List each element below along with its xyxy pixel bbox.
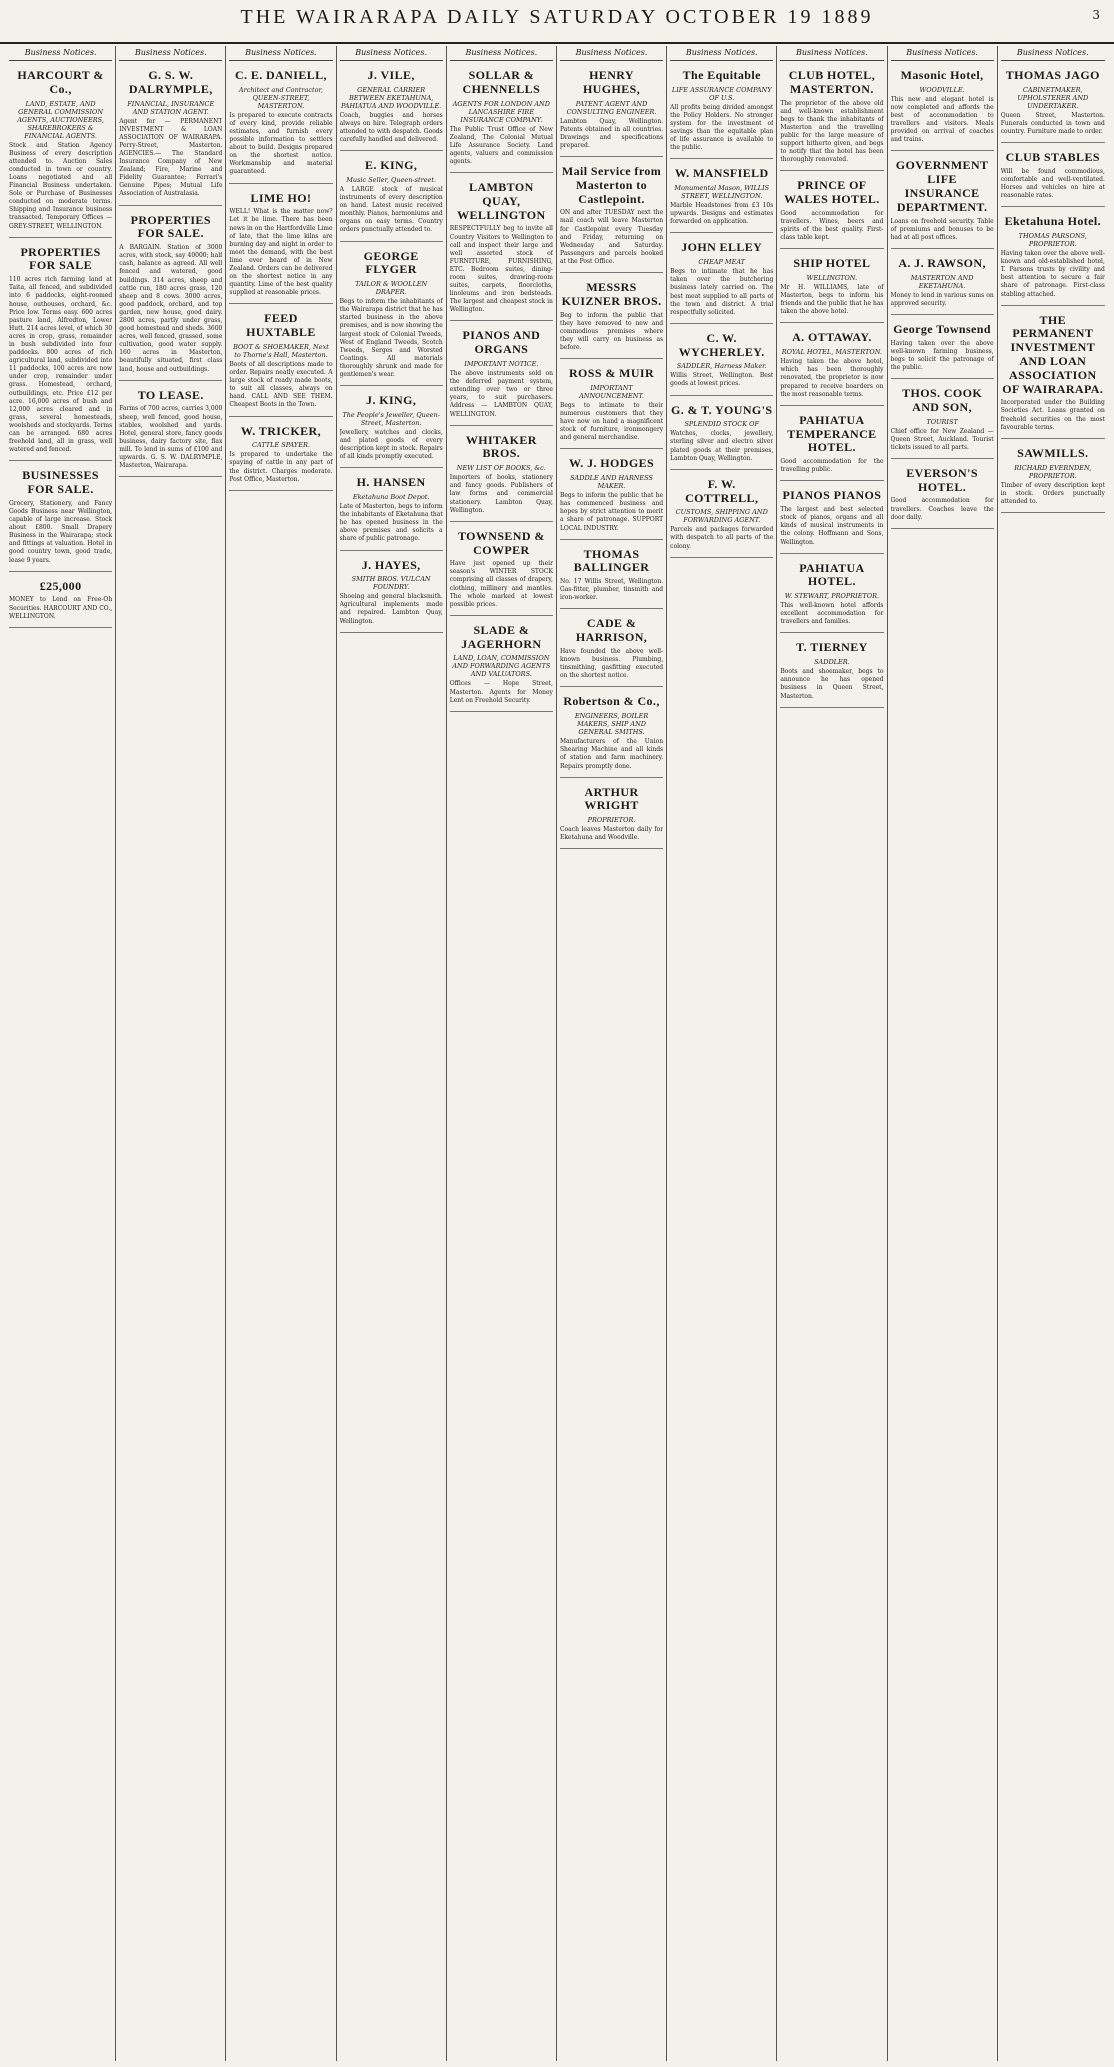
advertisement xyxy=(450,526,553,616)
ad-body: The proprietor of the above old and well-known establishment begs to thank the inhabitants of Masterton and the travelling public for the large measure of support hitherto given, and begs to notify that the hotel has been thoroughly renovated. xyxy=(780,99,884,164)
advertisement xyxy=(670,237,773,323)
advertisement xyxy=(891,253,994,315)
advertisement xyxy=(780,637,883,707)
ad-subtitle: RICHARD EVERNDEN, PROPRIETOR. xyxy=(1014,463,1092,480)
ad-subtitle: PATENT AGENT AND CONSULTING ENGINEER. xyxy=(566,99,657,116)
advertisement xyxy=(560,691,663,777)
ad-title: THOMAS BALLINGER xyxy=(573,546,650,575)
newspaper-title: THE WAIRARAPA DAILY SATURDAY OCTOBER 19 1889 xyxy=(240,6,874,28)
ad-body: Begs to inform the public that he has commenced business and hopes by strict attention to merit a share of patronage. SUPPORT LOCAL INDUSTRY. xyxy=(559,492,664,532)
ad-subtitle: PROPRIETOR. xyxy=(587,816,636,825)
advertisement xyxy=(340,155,443,241)
ad-title: G. & T. YOUNG'S xyxy=(670,402,773,417)
advertisement xyxy=(9,576,112,628)
ad-title: THOS. COOK AND SON, xyxy=(902,385,983,414)
ad-subtitle: ROYAL HOTEL, MASTERTON. xyxy=(781,348,883,357)
column-header: Business Notices. xyxy=(229,46,332,61)
ad-body: Stock and Station Agency Business of every description attended to. Auction Sales conducted in town or country. Loans negotiated and all Financial Business undertaken. Sole or Purchase of Businesses conducted on moderate terms. Shipping and Insurance business transacted. Temporary Offices — GREY-STREET, WELLINGTON. xyxy=(9,141,113,230)
ad-body: The Public Trust Office of New Zealand, The Colonial Mutual Life Assurance Society. Land agents, valuers and commission agents. xyxy=(449,125,553,165)
column-header: Business Notices. xyxy=(670,46,773,61)
advertisement xyxy=(780,65,883,171)
ad-title: SLADE & JAGERHORN xyxy=(461,622,542,651)
newspaper-page xyxy=(6,46,1108,2061)
ad-body: Offices — Hope Street, Masterton. Agents for Money Lent on Freehold Security. xyxy=(449,680,553,704)
advertisement xyxy=(229,308,332,416)
ad-subtitle: Music Seller, Queen-street. xyxy=(346,175,437,184)
ad-subtitle: THOMAS PARSONS, PROPRIETOR. xyxy=(1018,232,1087,249)
ad-title: ROSS & MUIR xyxy=(568,366,655,381)
advertisement xyxy=(1001,443,1105,513)
ad-body: Queen Street, Masterton. Funerals conducted in town and country. Furniture made to order. xyxy=(1000,111,1105,135)
ad-subtitle: LAND, ESTATE, AND GENERAL COMMISSION AGENTS, AUCTIONEERS, SHAREBROKERS & FINANCIAL AGENTS. xyxy=(17,99,104,140)
ad-body: Incorporated under the Building Societies Act. Loans granted on freehold securities on the most favourable terms. xyxy=(1000,399,1105,431)
ad-title: J. KING, xyxy=(366,393,417,408)
advertisement xyxy=(340,390,443,468)
ad-title: JOHN ELLEY xyxy=(681,240,763,255)
ad-title: SAWMILLS. xyxy=(1017,445,1089,460)
ad-body: A BARGAIN. Station of 3000 acres, with stock, say 40000; half cash, balance as agreed. All well fenced and watered, good buildings. 314 acres, sheep and cattle run, 180 acres grass, 120 sheep and 8 cows. 3000 acres, good paddock, orchard, and top garden, new house, good dairy. 2800 acres, partly under grass, good homestead and sheds. 3600 acres, well fenced, grassed, some cultivation, good water supply. 160 acres in Masterton, beautifully situated, first class land, house and outbuildings. xyxy=(119,244,223,373)
ad-body: Good accommodation for travellers. Coaches leave the door daily. xyxy=(890,497,994,521)
ad-title: T. TIERNEY xyxy=(796,640,868,655)
column-header: Business Notices. xyxy=(450,46,553,61)
ad-subtitle: CUSTOMS, SHIPPING AND FORWARDING AGENT. xyxy=(675,508,768,525)
ad-body: Mr H. WILLIAMS, late of Masterton, begs to inform his friends and the public that he has taken the above hotel. xyxy=(780,284,884,316)
ad-title: LIME HO! xyxy=(250,190,312,205)
ad-body: This new and elegant hotel is now completed and affords the best of accommodation to travellers and visitors. Meals provided on arrival of coaches and trains. xyxy=(890,95,994,144)
column-7 xyxy=(667,46,777,2061)
advertisement xyxy=(560,161,663,273)
column-4 xyxy=(337,46,447,2061)
column-header: Business Notices. xyxy=(9,46,112,61)
advertisement xyxy=(891,155,994,248)
ad-subtitle: CABINETMAKER, UPHOLSTERER AND UNDERTAKER. xyxy=(1017,85,1089,110)
ad-body: Boots and shoemaker, begs to announce he has opened business in Queen Street, Masterton. xyxy=(780,668,884,700)
advertisement xyxy=(560,613,663,687)
ad-body: Lambton Quay, Wellington. Patents obtained in all countries. Drawings and specifications prepared. xyxy=(559,117,664,149)
advertisement xyxy=(670,163,773,233)
ad-body: Importers of books, stationery and fancy goods. Publishers of law forms and commercial stationery. Lambton Quay, Wellington. xyxy=(449,474,553,514)
ad-subtitle: IMPORTANT NOTICE. xyxy=(464,360,539,369)
column-9 xyxy=(888,46,998,2061)
ad-body: Shoeing and general blacksmith. Agricultural implements made and repaired. Lambton Quay, Wellington. xyxy=(339,593,443,625)
advertisement xyxy=(9,65,112,238)
column-header: Business Notices. xyxy=(119,46,222,61)
ad-title: A. J. RAWSON, xyxy=(898,255,986,270)
column-3 xyxy=(226,46,336,2061)
ad-title: FEED HUXTABLE xyxy=(246,311,316,340)
advertisement xyxy=(560,65,663,157)
ad-body: Good accommodation for the travelling public. xyxy=(780,458,884,474)
ad-body: Begs to intimate that he has taken over the butchering business lately carried on. The best meat supplied to all parts of the town and district. A trial respectfully solicited. xyxy=(670,268,774,316)
advertisement xyxy=(340,472,443,550)
ad-subtitle: TAILOR & WOOLLEN DRAPER. xyxy=(355,280,428,297)
advertisement xyxy=(9,465,112,571)
advertisement xyxy=(560,782,663,850)
ad-title: W. TRICKER, xyxy=(240,423,322,438)
ad-title: BUSINESSES FOR SALE. xyxy=(22,468,99,497)
ad-subtitle: WOODVILLE. xyxy=(919,85,965,94)
ad-title: The Equitable xyxy=(682,68,761,82)
column-header: Business Notices. xyxy=(891,46,994,61)
column-6 xyxy=(557,46,667,2061)
ad-body: RESPECTFULLY beg to invite all Country Visitors to Wellington to call and inspect their large and well assorted stock of FURNITURE, FURNISHING, ETC. Bedroom suites, dining-room suites, drawing-room suites, carpets, floorcloths, linoleums and iron bedsteads. The largest and cheapest stock in Wellington. xyxy=(449,225,553,314)
advertisement xyxy=(119,385,222,478)
ad-title: SOLLAR & CHENNELLS xyxy=(462,68,541,96)
ad-title: C. W. WYCHERLEY. xyxy=(678,330,765,359)
ad-title: A. OTTAWAY. xyxy=(792,330,872,345)
ad-title: PIANOS PIANOS xyxy=(782,488,882,503)
ad-subtitle: FINANCIAL, INSURANCE AND STATION AGENT. xyxy=(127,99,215,116)
ad-subtitle: SADDLER. xyxy=(814,658,850,667)
ad-body: Watches, clocks, jewellery, sterling silver and electro silver plated goods at their premises, Lambton Quay, Wellington. xyxy=(670,430,774,462)
ad-title: PAHIATUA TEMPERANCE HOTEL. xyxy=(787,412,877,455)
advertisement xyxy=(340,555,443,633)
ad-subtitle: ENGINEERS, BOILER MAKERS, SHIP AND GENERAL SMITHS. xyxy=(574,712,649,737)
ad-body: All profits being divided amongst the Policy Holders. No stronger system for the investment of savings than the equitable plan of life assurance is available to the public. xyxy=(670,103,774,152)
ad-body: Beg to inform the public that they have removed to new and commodious premises where they will carry on business as before. xyxy=(559,311,664,351)
ad-body: Loans on freehold security. Table of premiums and bonuses to be had at all post offices. xyxy=(890,217,994,241)
ad-body: Late of Masterton, begs to inform the inhabitants of Eketahuna that he has opened business in the above premises and solicits a share of public patronage. xyxy=(339,503,443,543)
ad-body: Have founded the above well-known business. Plumbing, tinsmithing, gasfitting executed on the shortest notice. xyxy=(559,648,664,680)
ad-title: THOMAS JAGO xyxy=(1005,68,1100,82)
ad-body: The largest and best selected stock of pianos, organs and all kinds of musical instruments in the colony. Hoffmann and Sons, Wellington. xyxy=(780,506,884,546)
ad-title: EVERSON'S HOTEL. xyxy=(906,465,978,494)
ad-subtitle: CATTLE SPAYER. xyxy=(252,441,310,450)
ad-title: C. E. DANIELL, xyxy=(234,68,327,82)
column-5 xyxy=(447,46,557,2061)
advertisement xyxy=(119,65,222,206)
ad-title: E. KING, xyxy=(365,158,418,173)
ad-body: Farms of 700 acres, carries 3,000 sheep, well fenced, good house, stables, woolshed and yards. Hotel, general store, fancy goods business, dairy factory site, flax mill. To lend in sums of £100 and upwards. G. S. W. DALRYMPLE, Masterton, Wairarapa. xyxy=(119,405,223,470)
ad-body: Timber of every description kept in stock. Orders punctually attended to. xyxy=(1000,481,1105,505)
advertisement xyxy=(780,327,883,405)
ad-title: ARTHUR WRIGHT xyxy=(584,784,639,813)
advertisement xyxy=(780,253,883,323)
column-8 xyxy=(777,46,887,2061)
ad-subtitle: LAND, LOAN, COMMISSION AND FORWARDING AGENTS AND VALUATORS. xyxy=(452,654,551,679)
ad-title: HENRY HUGHES, xyxy=(582,68,641,96)
column-header: Business Notices. xyxy=(340,46,443,61)
ad-title: George Townsend xyxy=(893,321,991,336)
advertisement xyxy=(891,65,994,151)
ad-subtitle: SMITH BROS. VULCAN FOUNDRY. xyxy=(351,575,431,592)
ad-body: Have just opened up their season's WINTER STOCK comprising all classes of drapery, clothing, millinery and mantles. The whole marked at lowest possible prices. xyxy=(449,560,553,608)
advertisement xyxy=(891,319,994,379)
advertisement xyxy=(450,620,553,712)
ad-title: J. HAYES, xyxy=(361,557,421,572)
advertisement xyxy=(229,65,332,184)
ad-body: WELL! What is the matter now? Let it be lime. There has been news in on the Hartfordville Lime of late, that the lime kilns are burning day and night in order to meet the demand, with the best lime ever heard of in New Zealand. Orders can be delivered on the shortest notice in any quantity. Lime of the best quality supplied at reasonable prices. xyxy=(229,208,333,297)
ad-title: CLUB STABLES xyxy=(1005,150,1100,165)
advertisement xyxy=(1001,211,1105,305)
ad-title: PAHIATUA HOTEL. xyxy=(799,560,865,589)
ad-title: PIANOS AND ORGANS xyxy=(462,328,541,357)
column-header: Business Notices. xyxy=(780,46,883,61)
ad-body: Boots of all descriptions made to order. Repairs neatly executed. A large stock of ready made boots, to suit all classes, always on hand. CALL AND SEE THEM. Cheapest Boots in the Town. xyxy=(229,360,333,409)
ad-subtitle: Architect and Contractor, QUEEN-STREET, MASTERTON. xyxy=(238,85,323,110)
ad-title: LAMBTON QUAY, WELLINGTON xyxy=(457,180,546,222)
ad-title: PROPERTIES FOR SALE. xyxy=(130,212,211,241)
advertisement xyxy=(780,175,883,249)
ad-subtitle: Monumental Mason, WILLIS STREET, WELLINGTON. xyxy=(674,184,770,201)
ad-title: GOVERNMENT LIFE INSURANCE DEPARTMENT. xyxy=(895,158,989,214)
ad-body: Is prepared to execute contracts of every kind, provide reliable estimates, and furnish every possible information to settlers about to build. Designs prepared on the shortest notice. Workmanship and material guaranteed. xyxy=(229,111,333,176)
ad-body: Begs to inform the inhabitants of the Wairarapa district that he has started business in the above premises, and is now showing the largest stock of Colonial Tweeds, West of England Tweeds, Scotch Tweeds, Serges and Worsted Coatings. All materials thoroughly shrunk and made for gentlemen's wear. xyxy=(339,298,443,378)
advertisement xyxy=(780,558,883,634)
ad-subtitle: IMPORTANT ANNOUNCEMENT. xyxy=(579,383,644,400)
ad-title: H. HANSEN xyxy=(356,475,426,490)
masthead xyxy=(0,0,1114,44)
advertisement xyxy=(1001,65,1105,143)
ad-subtitle: SPLENDID STOCK OF xyxy=(684,420,759,429)
ad-title: Masonic Hotel, xyxy=(900,68,984,82)
column-10 xyxy=(998,46,1108,2061)
ad-title: Eketahuna Hotel. xyxy=(1004,214,1101,229)
ad-body: Good accommodation for travellers. Wines, beers and spirits of the best quality. First-class table kept. xyxy=(780,209,884,242)
ad-body: Is prepared to undertake the spaying of cattle in any part of the district. Charges moderate. Post Office, Masterton. xyxy=(229,451,333,483)
advertisement xyxy=(670,65,773,159)
ad-body: Having taken the above hotel, which has been thoroughly renovated, the proprietor is now prepared to receive boarders on the most reasonable terms. xyxy=(780,358,884,398)
advertisement xyxy=(1001,310,1105,439)
advertisement xyxy=(340,246,443,387)
ad-body: Having taken over the above well-known farming business, begs to solicit the patronage of the public. xyxy=(890,339,994,371)
ad-subtitle: GENERAL CARRIER BETWEEN EKETAHUNA, PAHIATUA AND WOODVILLE. xyxy=(341,85,442,110)
ad-body: No. 17 Willis Street, Wellington. Gas-fitter, plumber, tinsmith and iron-worker. xyxy=(559,578,664,602)
ad-subtitle: WELLINGTON. xyxy=(806,274,858,283)
ad-title: SHIP HOTEL xyxy=(793,256,871,271)
advertisement xyxy=(891,383,994,459)
advertisement xyxy=(891,463,994,529)
ad-title: F. W. COTTRELL, xyxy=(685,476,759,505)
ad-title: WHITAKER BROS. xyxy=(465,432,537,461)
ad-title: Mail Service from Masterton to Castlepoint. xyxy=(561,163,662,206)
advertisement xyxy=(229,421,332,491)
ad-title: HARCOURT & Co., xyxy=(17,68,104,96)
column-1 xyxy=(6,46,116,2061)
advertisement xyxy=(9,242,112,462)
advertisement xyxy=(340,65,443,151)
advertisement xyxy=(670,400,773,470)
ad-body: Having taken over the above well-known and old-established hotel, T. Parsons trusts by civility and best attention to secure a fair share of patronage. First-class stabling attached. xyxy=(1000,250,1105,298)
column-header: Business Notices. xyxy=(1001,46,1105,61)
ad-title: PROPERTIES FOR SALE xyxy=(20,244,101,273)
ad-body: Coach, buggies and horses always on hire. Telegraph orders attended to with despatch. Goods carefully handled and delivered. xyxy=(339,111,443,144)
ad-body: MONEY to Lend on Free-Oh Securities. HARCOURT AND CO., WELLINGTON. xyxy=(9,596,113,620)
ad-subtitle: MASTERTON AND EKETAHUNA. xyxy=(910,273,974,290)
ad-body: A LARGE stock of musical instruments of every description on hand. Latest music received monthly. Pianos, harmoniums and organs on easy terms. Country orders punctually attended to. xyxy=(339,185,443,234)
advertisement xyxy=(450,325,553,425)
ad-body: The above instruments sold on the deferred payment system, extending over two or three years, to suit purchasers. Address — LAMBTON QUAY, WELLINGTON. xyxy=(449,370,553,418)
ad-body: Willis Street, Wellington. Best goods at lowest prices. xyxy=(670,372,774,388)
advertisement xyxy=(560,277,663,359)
advertisement xyxy=(450,65,553,173)
ad-subtitle: SADDLER, Harness Maker. xyxy=(676,362,767,371)
ad-title: £25,000 xyxy=(39,578,82,593)
advertisement xyxy=(450,177,553,321)
advertisement xyxy=(670,328,773,396)
advertisement xyxy=(780,410,883,482)
ad-subtitle: W. STEWART, PROPRIETOR. xyxy=(784,592,880,601)
advertisement xyxy=(780,485,883,553)
column-2 xyxy=(116,46,226,2061)
advertisement xyxy=(670,474,773,558)
ad-title: GEORGE FLYGER xyxy=(363,248,419,277)
ad-title: PRINCE OF WALES HOTEL. xyxy=(784,178,880,207)
ad-title: TO LEASE. xyxy=(137,387,204,402)
ad-body: Money to lend in various sums on approved security. xyxy=(890,291,994,307)
ad-body: This well-known hotel affords excellent accommodation for travellers and families. xyxy=(780,602,884,626)
ad-title: W. MANSFIELD xyxy=(674,166,769,181)
ad-subtitle: LIFE ASSURANCE COMPANY OF U.S. xyxy=(671,85,772,102)
ad-subtitle: SADDLE AND HARNESS MAKER. xyxy=(570,474,653,491)
ad-title: G. S. W. DALRYMPLE, xyxy=(128,68,213,96)
advertisement xyxy=(560,544,663,610)
ad-subtitle: TOURIST xyxy=(926,417,958,426)
advertisement xyxy=(560,363,663,449)
ad-title: Robertson & Co., xyxy=(563,694,660,709)
advertisement xyxy=(119,210,222,381)
ad-title: TOWNSEND & COWPER xyxy=(457,528,545,557)
ad-title: THE PERMANENT INVESTMENT AND LOAN ASSOCIATION OF WAIRARAPA. xyxy=(1002,312,1104,396)
ad-body: Will be found commodious, comfortable and well-ventilated. Horses and vehicles on hire at reasonable rates. xyxy=(1000,167,1105,200)
ad-body: Marble Headstones from £3 10s upwards. Designs and estimates forwarded on application. xyxy=(670,202,774,226)
ad-body: Parcels and packages forwarded with despatch to all parts of the colony. xyxy=(670,526,774,550)
ad-subtitle: AGENTS FOR LONDON AND LANCASHIRE FIRE INSURANCE COMPANY. xyxy=(452,99,550,124)
ad-body: ON and after TUESDAY next the mail coach will leave Masterton for Castlepoint every Tuesday and Friday, returning on Wednesday and Saturday. Passengers and parcels booked at the Post Office. xyxy=(559,209,664,265)
ad-title: CADE & HARRISON, xyxy=(575,616,648,645)
ad-subtitle: BOOT & SHOEMAKER, Next to Thorne's Hall, Masterton. xyxy=(233,342,329,359)
ad-title: CLUB HOTEL, MASTERTON. xyxy=(788,68,876,96)
ad-body: Jewellery, watches and clocks, and plated goods of every description kept in stock. Repairs of all kinds promptly executed. xyxy=(339,428,443,461)
ad-body: Grocery, Stationery, and Fancy Goods Business near Wellington, capable of large increase. Stock about £800. Small Drapery Business in the Wairarapa; stock and fittings at valuation. Hotel in good country town, good trade, lease 9 years. xyxy=(9,499,113,564)
ad-title: J. VILE, xyxy=(367,68,415,82)
advertisement xyxy=(1001,147,1105,207)
column-header: Business Notices. xyxy=(560,46,663,61)
ad-subtitle: The People's Jeweller, Queen-Street, Masterton. xyxy=(342,410,440,427)
ad-body: Chief office for New Zealand — Queen Street, Auckland. Tourist tickets issued to all parts. xyxy=(890,427,994,451)
ad-body: 110 acres rich farming land at Taita, all fenced, and subdivided into 6 paddocks, eight-roomed house, outhouses, orchard, &c. Price low. Terms easy. 600 acres pasture land, Alfredton, Lower Hutt. 214 acres level, of which 30 acres in crop, grass, remainder in bush subdivided into four paddocks. 800 acres of rich agricultural land, subdivided into 11 paddocks, 100 acres are now under crop, remainder under grass. Homestead, orchard, outbuildings, etc. Price £12 per acre. 16,000 acres of bush and 12,000 acres cleared and in grass, several homesteads, woolsheds and stockyards. Terms can be arranged. 680 acres freehold land, all in grass, well watered and fenced. xyxy=(9,276,113,454)
ad-title: W. J. HODGES xyxy=(569,456,655,471)
ad-subtitle: NEW LIST OF BOOKS, &c. xyxy=(456,464,546,473)
ad-subtitle: Eketahuna Boot Depot. xyxy=(352,493,430,502)
ad-title: MESSRS KUIZNER BROS. xyxy=(561,280,662,308)
ad-body: Manufacturers of the Union Shearing Machine and all kinds of station and farm machinery. Repairs promptly done. xyxy=(559,738,664,770)
advertisement xyxy=(229,188,332,305)
ad-body: Agent for — PERMANENT INVESTMENT & LOAN ASSOCIATION OF WAIRARAPA. Perry-Street, Masterton. AGENCIES.— The Standard Insurance Company of New Zealand; Fire, Marine and Fidelity Guarantee; Ferrari's Genuine Pipes; Mutual Life Association of Australasia. xyxy=(119,117,223,198)
advertisement xyxy=(450,430,553,522)
page-number: 3 xyxy=(1092,8,1100,22)
ad-body: Coach leaves Masterton daily for Eketahuna and Woodville. xyxy=(559,826,664,842)
ad-subtitle: CHEAP MEAT xyxy=(698,258,746,267)
ad-body: Begs to intimate to their numerous customers that they have now on hand a magnificent stock of furniture, ironmongery and general merchandise. xyxy=(559,401,664,442)
advertisement xyxy=(560,453,663,539)
